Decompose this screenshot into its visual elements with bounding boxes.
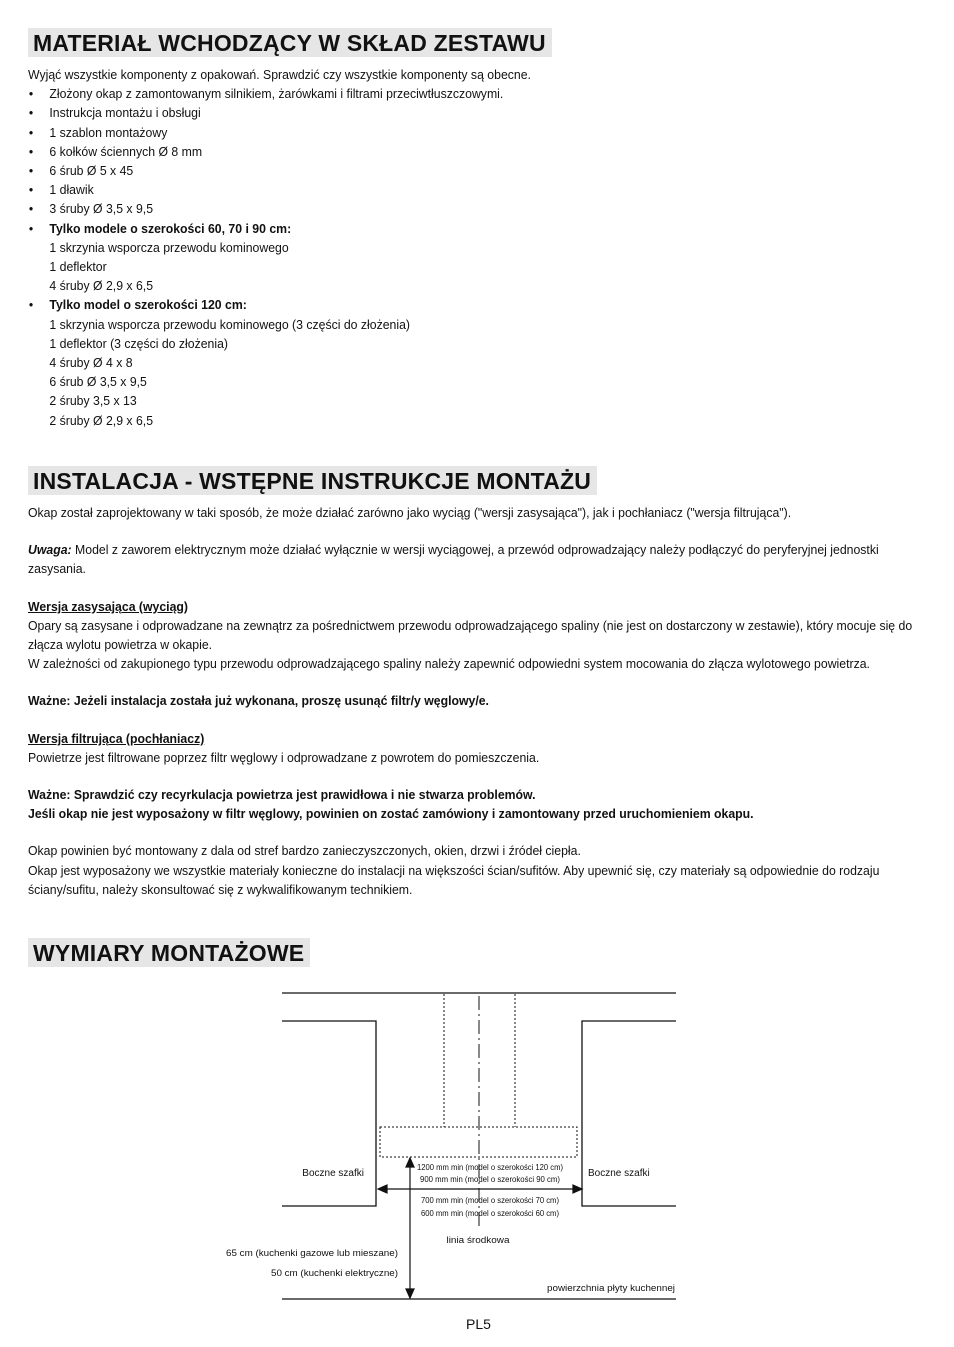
page-number: PL5 bbox=[466, 1316, 491, 1332]
list-item: • 6 kołków ściennych Ø 8 mm bbox=[28, 142, 928, 161]
group-line: 4 śruby Ø 4 x 8 bbox=[49, 355, 133, 371]
list-item: • 3 śruby Ø 3,5 x 9,5 bbox=[28, 199, 928, 218]
label-dim-60: 600 mm min (model o szerokości 60 cm) bbox=[421, 1208, 560, 1218]
arrow-right bbox=[573, 1185, 582, 1193]
arrow-up bbox=[406, 1158, 414, 1167]
uwaga-label: Uwaga: bbox=[28, 542, 72, 558]
group-line: 2 śruby 3,5 x 13 bbox=[49, 393, 137, 409]
list-item: • Złożony okap z zamontowanym silnikiem, żarówkami i filtrami przeciwtłuszczowymi. bbox=[28, 84, 928, 103]
wazne-note-1: Ważne: Jeżeli instalacja została już wykonana, proszę usunąć filtr/y węglowy/e. bbox=[28, 693, 489, 709]
wazne-note-3: Jeśli okap nie jest wyposażony w filtr węglowy, powinien on zostać zamówiony i zamontowany przed uruchomieniem okapu. bbox=[28, 806, 754, 822]
wersja-filtrujaca-heading: Wersja filtrująca (pochłaniacz) bbox=[28, 730, 205, 746]
section-title-dimensions: WYMIARY MONTAŻOWE bbox=[28, 938, 310, 967]
arrow-down bbox=[406, 1289, 414, 1298]
list-item: • 1 dławik bbox=[28, 180, 928, 199]
group-line: 4 śruby Ø 2,9 x 6,5 bbox=[49, 278, 154, 294]
label-centerline: linia środkowa bbox=[446, 1235, 510, 1245]
group-line: 2 śruby Ø 2,9 x 6,5 bbox=[49, 412, 154, 428]
wersja-zasysajaca-heading: Wersja zasysająca (wyciąg) bbox=[28, 598, 188, 614]
list-item: • 6 śrub Ø 5 x 45 bbox=[28, 161, 928, 180]
materials-text: Okap jest wyposażony we wszystkie materiały konieczne do instalacji na większości ścian/sufitów. Aby upewnić się, czy materiały są odpowiednie do rodzaju ściany/sufitu, należy skonsultować się z wykwalifikowanym technikiem. bbox=[28, 862, 880, 897]
label-cooktop: powierzchnia płyty kuchennej bbox=[547, 1283, 675, 1294]
arrow-left bbox=[378, 1185, 387, 1193]
label-right-cabinet: Boczne szafki bbox=[588, 1168, 650, 1179]
wazne-note-2: Ważne: Sprawdzić czy recyrkulacja powietrza jest prawidłowa i nie stwarza problemów. bbox=[28, 787, 536, 803]
label-height-electric: 50 cm (kuchenki elektryczne) bbox=[271, 1268, 398, 1279]
label-height-gas: 65 cm (kuchenki gazowe lub mieszane) bbox=[226, 1248, 398, 1259]
label-dim-90: 900 mm min (model o szerokości 90 cm) bbox=[420, 1174, 561, 1184]
list-item: • Instrukcja montażu i obsługi bbox=[28, 103, 928, 122]
list-item: • 1 szablon montażowy bbox=[28, 123, 928, 142]
label-dim-70: 700 mm min (model o szerokości 70 cm) bbox=[421, 1195, 560, 1205]
installation-intro: Okap został zaprojektowany w taki sposób, że może działać zarówno jako wyciąg ("wersji zasysająca"), jak i pochłaniacz ("wersja filtrująca"). bbox=[28, 505, 792, 520]
group-line: 6 śrub Ø 3,5 x 9,5 bbox=[49, 374, 147, 390]
label-dim-120: 1200 mm min (model o szerokości 120 cm) bbox=[417, 1162, 564, 1172]
wersja-filtrujaca-text: Powietrze jest filtrowane poprzez filtr węglowy i odprowadzane z powrotem do pomieszczenia. bbox=[28, 749, 540, 765]
group-line: 1 skrzynia wsporcza przewodu kominowego bbox=[49, 239, 289, 255]
group-line: 1 deflektor bbox=[49, 259, 107, 275]
placement-text: Okap powinien być montowany z dala od stref bardzo zanieczyszczonych, okien, drzwi i źródeł ciepła. bbox=[28, 843, 581, 859]
group-heading: • Tylko model o szerokości 120 cm: bbox=[49, 297, 247, 313]
group-line: 1 deflektor (3 części do złożenia) bbox=[49, 335, 228, 351]
wersja-zasysajaca-text: Opary są zasysane i odprowadzane na zewnątrz za pośrednictwem przewodu odprowadzającego spaliny (nie jest on dostarczony w zestawie), który mocuje się do złącza wylotu powietrza w okapie. bbox=[28, 617, 913, 653]
label-left-cabinet: Boczne szafki bbox=[302, 1168, 364, 1179]
wersja-zasysajaca-text-2: W zależności od zakupionego typu przewodu odprowadzającego spaliny należy zapewnić odpowiedni system mocowania do złącza wylotowego powietrza. bbox=[28, 656, 870, 672]
uwaga-text: Model z zaworem elektrycznym może działać wyłącznie w wersji wyciągowej, a przewód odprowadzający należy podłączyć do peryferyjnej jednostki zasysania. bbox=[28, 542, 879, 577]
components-intro: Wyjąć wszystkie komponenty z opakowań. Sprawdzić czy wszystkie komponenty są obecne. bbox=[28, 67, 531, 82]
group-heading: • Tylko modele o szerokości 60, 70 i 90 cm: bbox=[49, 220, 292, 236]
section-title-components: MATERIAŁ WCHODZĄCY W SKŁAD ZESTAWU bbox=[28, 28, 552, 57]
section-title-installation: INSTALACJA - WSTĘPNE INSTRUKCJE MONTAŻU bbox=[28, 466, 597, 495]
group-line: 1 skrzynia wsporcza przewodu kominowego (3 części do złożenia) bbox=[49, 316, 410, 332]
